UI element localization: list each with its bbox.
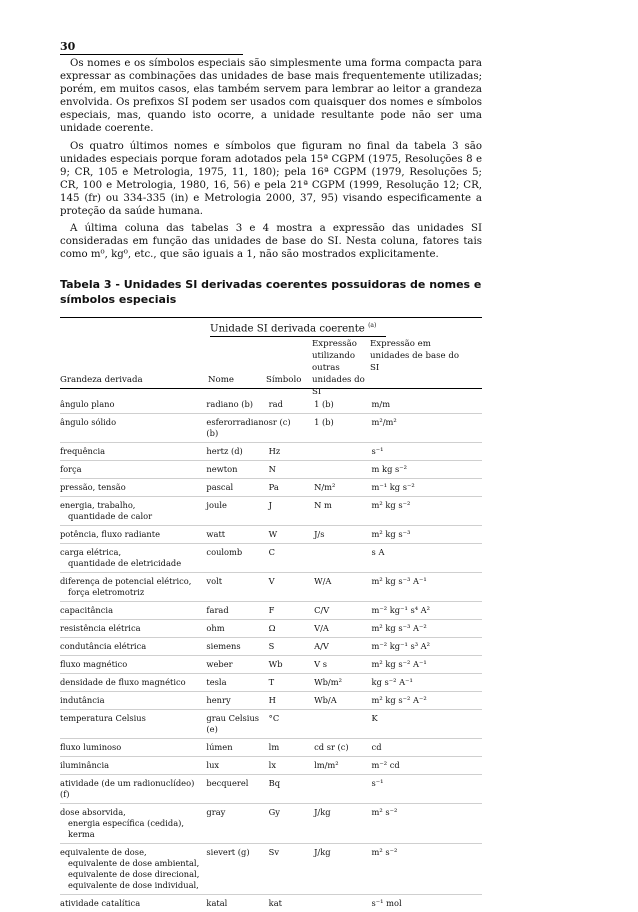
table-row	[60, 710, 482, 739]
cell-base-units: m² kg s⁻³ A⁻¹	[371, 576, 427, 587]
cell-name: katal	[206, 898, 228, 909]
group-note: (a)	[368, 322, 377, 330]
table-row	[60, 479, 482, 497]
cell-symbol: °C	[268, 713, 280, 724]
cell-other-units: W/A	[314, 576, 332, 587]
table-header-rule	[60, 388, 482, 389]
cell-name: volt	[206, 576, 223, 587]
cell-name: becquerel	[206, 778, 249, 789]
table-header	[60, 318, 482, 398]
cell-base-units: m²/m²	[371, 417, 397, 428]
cell-other-units	[314, 895, 371, 912]
cell-name: tesla	[206, 677, 227, 688]
cell-other-units: cd sr (c)	[314, 742, 349, 753]
paragraph-3: A última coluna das tabelas 3 e 4 mostra a expressão das unidades SI consideradas em função das unidades de base do SI. Nesta coluna, fatores tais como m⁰, kg⁰, etc., que são iguais a 1, não são mostrados explicitamente.	[60, 223, 482, 261]
quantity-line: fluxo magnético	[60, 659, 128, 670]
quantity-line: equivalente de dose,	[60, 847, 147, 858]
cell-base-units: m² kg s⁻³ A⁻²	[371, 623, 427, 634]
page	[60, 40, 482, 912]
cell-symbol: sr (c)	[268, 417, 291, 428]
cell-name: coulomb	[206, 547, 243, 558]
cell-symbol: V	[268, 576, 275, 587]
cell-other-units: J/kg	[314, 847, 331, 858]
cell-name: joule	[206, 500, 227, 511]
table-row	[60, 573, 482, 602]
cell-base-units: cd	[371, 742, 382, 753]
quantity-line: equivalente de dose individual,	[68, 880, 199, 891]
cell-quantity	[60, 844, 206, 895]
cell-symbol: Sv	[268, 847, 280, 858]
table-row	[60, 396, 482, 414]
cell-symbol: H	[268, 695, 276, 706]
cell-quantity	[60, 895, 206, 912]
cell-name: newton	[206, 464, 238, 475]
cell-other-units: Wb/m²	[314, 677, 342, 688]
cell-base-units: m² s⁻²	[371, 847, 398, 858]
cell-base-units: m⁻² cd	[371, 760, 400, 771]
cell-name: ohm	[206, 623, 225, 634]
table-row	[60, 414, 482, 443]
quantity-line: pressão, tensão	[60, 482, 126, 493]
cell-quantity	[60, 526, 206, 544]
cell-quantity	[60, 573, 206, 602]
cell-name: henry	[206, 695, 231, 706]
cell-quantity	[60, 497, 206, 526]
cell-quantity	[60, 620, 206, 638]
cell-quantity	[60, 638, 206, 656]
cell-base-units: kg s⁻² A⁻¹	[371, 677, 413, 688]
cell-base-units: m² kg s⁻²	[371, 500, 411, 511]
cell-symbol: rad	[268, 399, 283, 410]
cell-name: lúmen	[206, 742, 233, 753]
cell-other-units: 1 (b)	[314, 399, 334, 410]
quantity-line: frequência	[60, 446, 106, 457]
cell-other-units	[314, 710, 371, 739]
cell-quantity	[60, 414, 206, 443]
quantity-line: iluminância	[60, 760, 110, 771]
cell-base-units: m⁻² kg⁻¹ s³ A²	[371, 641, 430, 652]
group-title: Unidade SI derivada coerente	[210, 323, 365, 335]
quantity-line: ângulo plano	[60, 399, 115, 410]
paragraph-1: Os nomes e os símbolos especiais são simplesmente uma forma compacta para expressar as combinações das unidades de base mais frequentemente utilizadas; porém, em muitos casos, elas também servem para lembrar ao leitor a grandeza envolvida. Os prefixos SI podem ser usados com quaisquer dos nomes e símbolos especiais, mas, quando isto ocorre, a unidade resultante pode não ser uma unidade coerente.	[60, 58, 482, 135]
cell-quantity	[60, 804, 206, 844]
header-symbol: Símbolo	[266, 375, 302, 386]
cell-quantity	[60, 710, 206, 739]
cell-other-units	[314, 775, 371, 804]
cell-quantity	[60, 674, 206, 692]
table-row	[60, 739, 482, 757]
cell-base-units: m² s⁻²	[371, 807, 398, 818]
table-row	[60, 844, 482, 895]
cell-other-units: V/A	[314, 623, 329, 634]
cell-name: siemens	[206, 641, 241, 652]
table-row	[60, 461, 482, 479]
table-caption: Tabela 3 - Unidades SI derivadas coerentes possuidoras de nomes e símbolos especiais	[60, 278, 482, 307]
header-base-units: Expressão em unidades de base do SI	[370, 339, 460, 374]
cell-other-units: J/s	[314, 529, 325, 540]
cell-symbol: Pa	[268, 482, 279, 493]
table-row	[60, 443, 482, 461]
units-table	[60, 396, 482, 912]
quantity-line: atividade (de um radionuclídeo) (f)	[60, 778, 195, 800]
cell-symbol: Gy	[268, 807, 280, 818]
cell-base-units: m/m	[371, 399, 391, 410]
table-row	[60, 526, 482, 544]
table-row	[60, 544, 482, 573]
cell-other-units: C/V	[314, 605, 330, 616]
cell-symbol: T	[268, 677, 275, 688]
cell-base-units: m² kg s⁻³	[371, 529, 411, 540]
cell-symbol: Hz	[268, 446, 281, 457]
cell-symbol: N	[268, 464, 276, 475]
quantity-line: equivalente de dose direcional,	[68, 869, 200, 880]
cell-name: lux	[206, 760, 220, 771]
cell-name: sievert (g)	[206, 847, 250, 858]
cell-other-units: A/V	[314, 641, 329, 652]
cell-name: weber	[206, 659, 233, 670]
quantity-line: quantidade de eletricidade	[68, 558, 182, 569]
cell-quantity	[60, 656, 206, 674]
table-group-header	[210, 322, 386, 336]
quantity-line: resistência elétrica	[60, 623, 141, 634]
cell-other-units	[314, 443, 371, 461]
cell-quantity	[60, 461, 206, 479]
quantity-line: indutância	[60, 695, 105, 706]
table-row	[60, 775, 482, 804]
cell-quantity	[60, 739, 206, 757]
table-row	[60, 602, 482, 620]
quantity-line: fluxo luminoso	[60, 742, 122, 753]
cell-name: radiano (b)	[206, 399, 254, 410]
quantity-line: dose absorvida,	[60, 807, 126, 818]
cell-symbol: S	[268, 641, 275, 652]
quantity-line: temperatura Celsius	[60, 713, 146, 724]
table-row	[60, 757, 482, 775]
table-row	[60, 804, 482, 844]
quantity-line: diferença de potencial elétrico,	[60, 576, 192, 587]
quantity-line: carga elétrica,	[60, 547, 122, 558]
quantity-line: ângulo sólido	[60, 417, 117, 428]
cell-base-units: m⁻¹ kg s⁻²	[371, 482, 415, 493]
cell-base-units: s⁻¹	[371, 446, 384, 457]
quantity-line: quantidade de calor	[68, 511, 153, 522]
cell-name: pascal	[206, 482, 234, 493]
cell-symbol: C	[268, 547, 276, 558]
cell-symbol: Bq	[268, 778, 281, 789]
quantity-line: força	[60, 464, 82, 475]
cell-quantity	[60, 757, 206, 775]
cell-quantity	[60, 692, 206, 710]
cell-symbol: lx	[268, 760, 277, 771]
table-row	[60, 674, 482, 692]
quantity-line: energia, trabalho,	[60, 500, 136, 511]
table-row	[60, 692, 482, 710]
cell-other-units: N/m²	[314, 482, 336, 493]
cell-other-units: Wb/A	[314, 695, 337, 706]
cell-name: esferorradiano (b)	[206, 417, 269, 439]
cell-name: gray	[206, 807, 226, 818]
cell-quantity	[60, 775, 206, 804]
cell-symbol: Ω	[268, 623, 276, 634]
cell-symbol: Wb	[268, 659, 283, 670]
quantity-line: capacitância	[60, 605, 114, 616]
cell-other-units: lm/m²	[314, 760, 339, 771]
cell-base-units: s⁻¹	[371, 778, 384, 789]
cell-name: watt	[206, 529, 226, 540]
cell-other-units	[314, 544, 371, 573]
cell-name: hertz (d)	[206, 446, 243, 457]
quantity-line: densidade de fluxo magnético	[60, 677, 186, 688]
cell-quantity	[60, 396, 206, 414]
table-row	[60, 620, 482, 638]
table-row	[60, 656, 482, 674]
cell-other-units: 1 (b)	[314, 417, 334, 428]
cell-base-units: s A	[371, 547, 385, 558]
cell-base-units: m² kg s⁻² A⁻²	[371, 695, 427, 706]
table-row	[60, 638, 482, 656]
table-row	[60, 497, 482, 526]
header-quantity: Grandeza derivada	[60, 375, 143, 386]
cell-other-units: J/kg	[314, 807, 331, 818]
cell-other-units	[314, 461, 371, 479]
cell-base-units: m kg s⁻²	[371, 464, 407, 475]
cell-quantity	[60, 602, 206, 620]
cell-quantity	[60, 443, 206, 461]
quantity-line: kerma	[68, 829, 95, 840]
paragraph-2: Os quatro últimos nomes e símbolos que figuram no final da tabela 3 são unidades especiais porque foram adotados pela 15ª CGPM (1975, Resoluções 8 e 9; CR, 105 e Metrologia, 1975, 11, 180); pela 16ª CGPM (1979, Resoluções 5; CR, 100 e Metrologia, 1980, 16, 56) e pela 21ª CGPM (1999, Resolução 12; CR, 145 (fr) ou 334-335 (in) e Metrologia 2000, 37, 95) visando especificamente a proteção da saúde humana.	[60, 140, 482, 218]
cell-symbol: kat	[268, 898, 282, 909]
table-row	[60, 895, 482, 912]
quantity-line: atividade catalítica	[60, 898, 141, 909]
cell-quantity	[60, 479, 206, 497]
quantity-line: condutância elétrica	[60, 641, 147, 652]
cell-symbol: J	[268, 500, 272, 511]
cell-base-units: s⁻¹ mol	[371, 898, 402, 909]
quantity-line: força eletromotriz	[68, 587, 145, 598]
cell-name: farad	[206, 605, 229, 616]
quantity-line: potência, fluxo radiante	[60, 529, 161, 540]
cell-symbol: F	[268, 605, 275, 616]
cell-other-units: V s	[314, 659, 327, 670]
cell-base-units: m⁻² kg⁻¹ s⁴ A²	[371, 605, 430, 616]
header-other-units: Expressão utilizando outras unidades do SI	[312, 339, 365, 398]
page-number: 30	[60, 40, 243, 55]
cell-base-units: m² kg s⁻² A⁻¹	[371, 659, 427, 670]
quantity-line: energia específica (cedida),	[68, 818, 185, 829]
cell-base-units: K	[371, 713, 378, 724]
cell-symbol: lm	[268, 742, 280, 753]
quantity-line: equivalente de dose ambiental,	[68, 858, 200, 869]
cell-other-units: N m	[314, 500, 332, 511]
cell-name: grau Celsius (e)	[206, 713, 260, 735]
header-name: Nome	[208, 375, 234, 386]
cell-quantity	[60, 544, 206, 573]
cell-symbol: W	[268, 529, 278, 540]
